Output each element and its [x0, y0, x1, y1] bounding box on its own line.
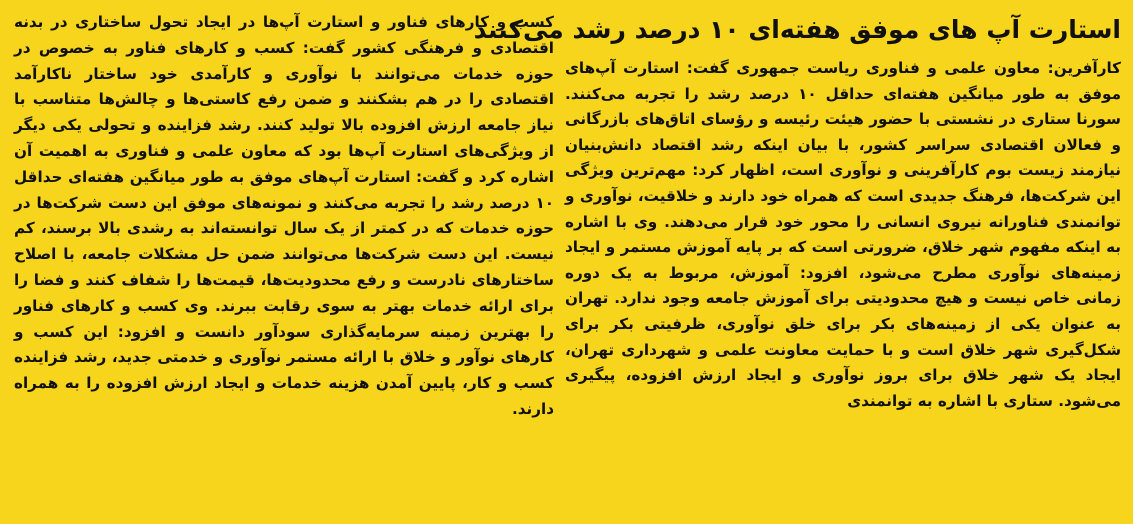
article-column-left	[14, 10, 554, 516]
article-column-right	[473, 10, 1121, 516]
article-body-left: کسب و کارهای فناور و استارت آپ‌ها در ایجاد تحول ساختاری در بدنه اقتصادی و فرهنگی کشور گفت: کسب و کارهای فناور به خصوص در حوزه خدمات می‌توانند با نوآوری و کارآمدی خود ساختار ناکارآمد اقتصادی را در هم بشکنند و ضمن رفع کاستی‌ها و چالش‌ها متناسب با نیاز جامعه ارزش افزوده بالا تولید کنند. رشد فزاینده و تحولی یکی دیگر از ویژگی‌های استارت آپ‌ها بود که معاون علمی و فناوری به اهمیت آن اشاره کرد و گفت: استارت آپ‌های موفق به طور میانگین هفته‌ای حداقل ۱۰ درصد رشد را تجربه می‌کنند و نمونه‌های موفق این دست شرکت‌ها در حوزه خدمات که در کمتر از یک سال توانسته‌اند به رشدی بالا برسند، کم نیست. این دست شرکت‌ها می‌توانند ضمن حل مشکلات جامعه، با اصلاح ساختارهای نادرست و رفع محدودیت‌ها، قیمت‌ها را شفاف کنند و فضا را برای ارائه خدمات بهتر به سوی رقابت ببرند. وی کسب و کارهای فناور را بهترین زمینه سرمایه‌گذاری سودآور دانست و افزود: این کسب و کارهای نوآور و خلاق با ارائه مستمر نوآوری و خدمتی جدید، رشد فزاینده کسب و کار، پایین آمدن هزینه خدمات و ایجاد ارزش افزوده را به همراه دارند.	[14, 13, 554, 418]
article-body-right: کارآفرین: معاون علمی و فناوری ریاست جمهوری گفت: استارت آپ‌های موفق به طور میانگین هفته‌ای حداقل ۱۰ درصد رشد را تجربه می‌کنند. سورنا ستاری در نشستی با حضور هیئت رئیسه و رؤسای اتاق‌های بازرگانی و فعالان اقتصادی سراسر کشور، با بیان اینکه رشد اقتصاد دانش‌بنیان نیازمند زیست بوم کارآفرینی و نوآوری است، اظهار کرد: مهم‌ترین ویژگی این شرکت‌ها، فرهنگ جدیدی است که همراه خود دارند و خلاقیت، نوآوری و توانمندی فناورانه نیروی انسانی را محور خود قرار می‌دهند. وی با اشاره به اینکه مفهوم شهر خلاق، ضرورتی است که بر پایه آموزش مستمر و ایجاد زمینه‌های نوآوری مطرح می‌شود، افزود: آموزش، مربوط به یک دوره زمانی خاص نیست و هیچ محدودیتی برای آموزش جامعه وجود ندارد. تهران به عنوان یکی از زمینه‌های بکر برای خلق نوآوری، ظرفیتی بکر برای شکل‌گیری شهر خلاق است و با حمایت معاونت علمی و شهرداری تهران، ایجاد یک شهر خلاق برای بروز نوآوری و ایجاد ارزش افزوده، پیگیری می‌شود. ستاری با اشاره به توانمندی	[565, 59, 1121, 410]
article-headline: استارت آپ های موفق هفته‌ای ۱۰ درصد رشد می‌کنند	[473, 15, 1121, 44]
